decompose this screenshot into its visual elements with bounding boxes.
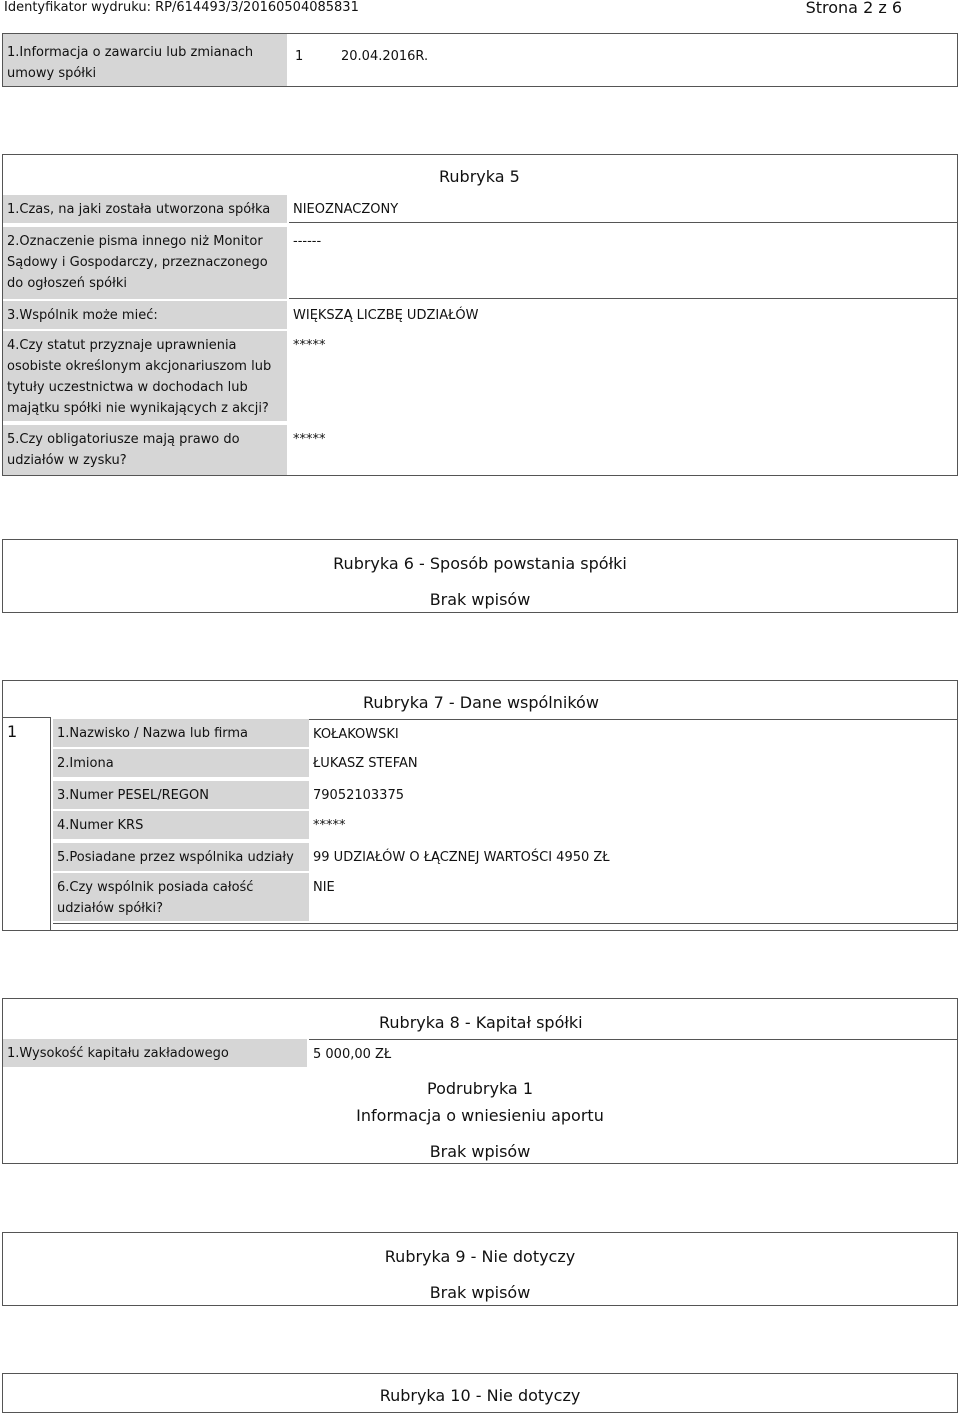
all-shares-value: NIE	[313, 880, 335, 895]
subsection-title: Podrubryka 1	[427, 1079, 533, 1098]
shareholder-index: 1	[3, 717, 51, 931]
shares-value: 99 UDZIAŁÓW O ŁĄCZNEJ WARTOŚCI 4950 ZŁ	[313, 850, 610, 865]
agreement-entry-number: 1	[295, 49, 304, 64]
duration-value: NIEOZNACZONY	[289, 195, 957, 223]
publication-value: ------	[289, 227, 957, 299]
rubryka-9-title: Rubryka 9 - Nie dotyczy	[384, 1247, 576, 1266]
pesel-value: 79052103375	[313, 788, 404, 803]
rubryka-6-empty: Brak wpisów	[429, 590, 531, 609]
duration-label: 1.Czas, na jaki została utworzona spółka	[3, 195, 287, 223]
rubryka-5-section	[2, 154, 958, 476]
agreement-info-label: 1.Informacja o zawarciu lub zmianach umowy spółki	[3, 34, 287, 86]
print-identifier: Identyfikator wydruku: RP/614493/3/20160504085831	[4, 0, 359, 15]
rubryka-7-title: Rubryka 7 - Dane wspólników	[363, 693, 599, 712]
capital-label: 1.Wysokość kapitału zakładowego	[3, 1039, 307, 1067]
rubryka-9-section	[2, 1232, 958, 1306]
surname-label: 1.Nazwisko / Nazwa lub firma	[53, 719, 309, 747]
krs-label: 4.Numer KRS	[53, 811, 309, 839]
bondholders-label: 5.Czy obligatoriusze mają prawo do udziałów w zysku?	[3, 425, 287, 475]
subsection-subtitle: Informacja o wniesieniu aportu	[356, 1106, 604, 1125]
statute-rights-label: 4.Czy statut przyznaje uprawnienia osobiste określonym akcjonariuszom lub tytuły uczestnictwa w dochodach lub majątku spółki nie wynikających z akcji?	[3, 331, 287, 421]
rubryka-5-title: Rubryka 5	[439, 167, 520, 186]
rubryka-10-title: Rubryka 10 - Nie dotyczy	[379, 1386, 581, 1405]
shareholding-value: WIĘKSZĄ LICZBĘ UDZIAŁÓW	[293, 308, 479, 323]
surname-value: KOŁAKOWSKI	[309, 719, 957, 747]
capital-value: 5 000,00 ZŁ	[309, 1039, 957, 1067]
first-names-label: 2.Imiona	[53, 749, 309, 777]
pesel-label: 3.Numer PESEL/REGON	[53, 781, 309, 809]
rubryka-7-section	[2, 680, 958, 931]
all-shares-label: 6.Czy wspólnik posiada całość udziałów spółki?	[53, 873, 309, 921]
shares-label: 5.Posiadane przez wspólnika udziały	[53, 843, 309, 871]
rubryka-9-empty: Brak wpisów	[429, 1283, 531, 1302]
rubryka-6-title: Rubryka 6 - Sposób powstania spółki	[333, 554, 627, 573]
statute-rights-value: *****	[293, 338, 326, 353]
page-number: Strona 2 z 6	[805, 0, 902, 17]
publication-label: 2.Oznaczenie pisma innego niż Monitor Sądowy i Gospodarczy, przeznaczonego do ogłoszeń spółki	[3, 227, 287, 299]
agreement-date: 20.04.2016R.	[341, 49, 429, 64]
rubryka-8-title: Rubryka 8 - Kapitał spółki	[379, 1013, 583, 1032]
agreement-info-section	[2, 33, 958, 87]
krs-value: *****	[313, 818, 346, 833]
rubryka-8-section	[2, 998, 958, 1164]
rubryka-8-empty: Brak wpisów	[429, 1142, 531, 1161]
bondholders-value: *****	[293, 432, 326, 447]
first-names-value: ŁUKASZ STEFAN	[313, 756, 418, 771]
rubryka-6-section	[2, 539, 958, 613]
row-divider	[53, 923, 957, 924]
shareholding-label: 3.Wspólnik może mieć:	[3, 301, 287, 329]
rubryka-10-section	[2, 1373, 958, 1413]
